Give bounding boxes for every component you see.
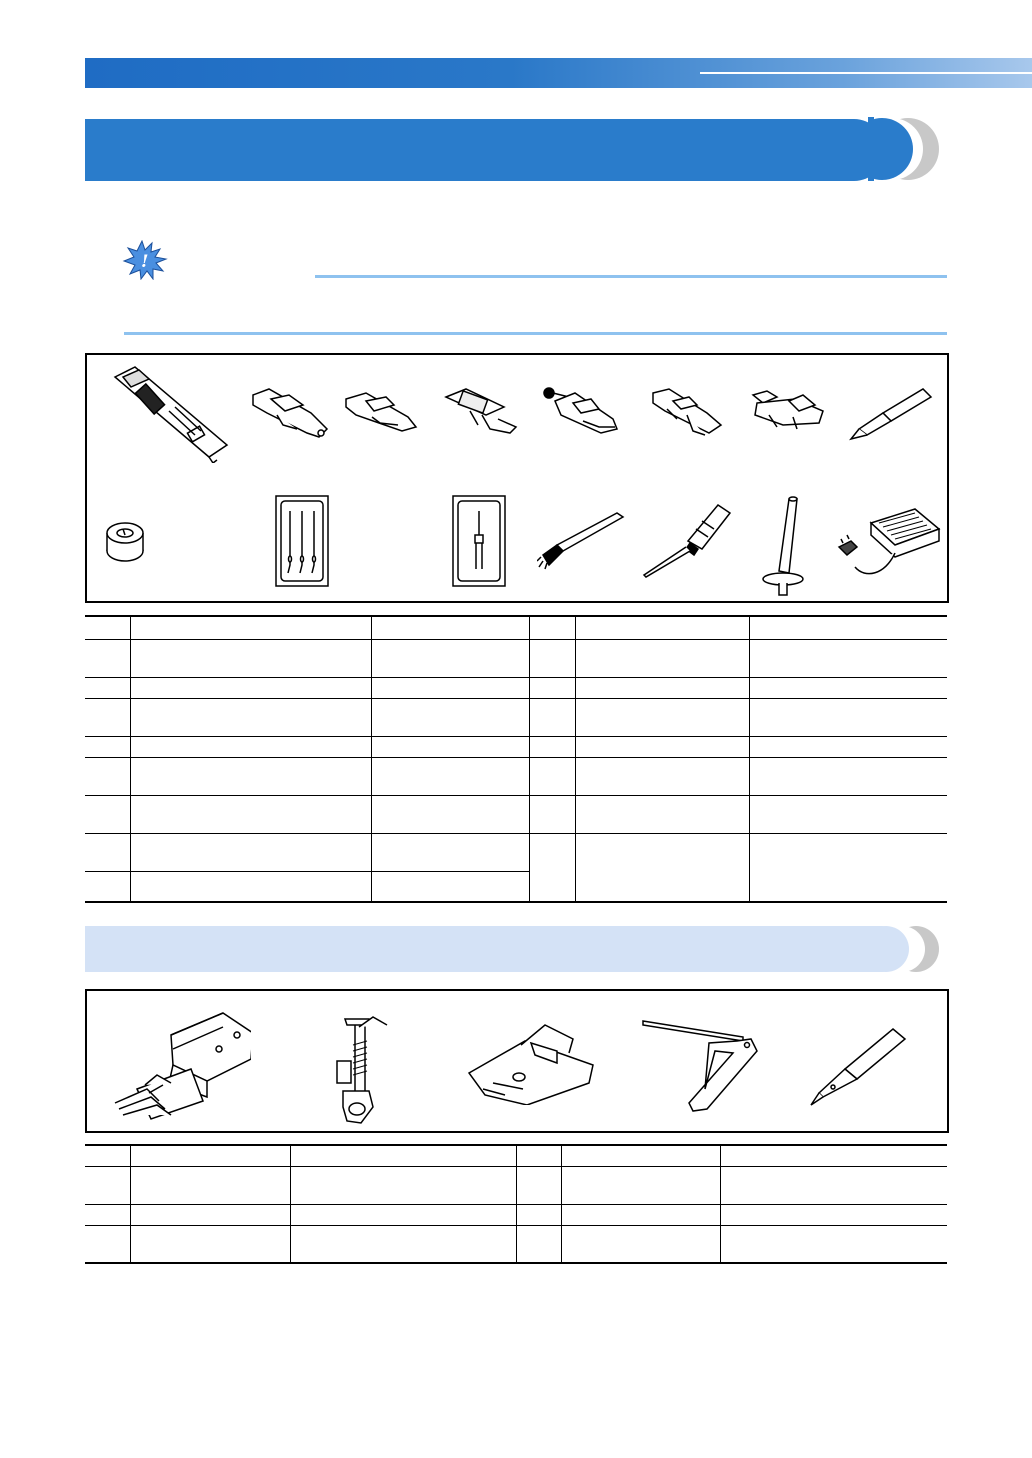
table-header-row bbox=[85, 1145, 947, 1166]
eyelet-punch-icon bbox=[807, 1023, 911, 1107]
header-band-rule bbox=[700, 72, 1032, 74]
piecing-foot-icon bbox=[465, 1021, 595, 1105]
table-row bbox=[85, 677, 947, 698]
table-row bbox=[85, 833, 947, 871]
button-fitting-foot-icon bbox=[747, 385, 827, 433]
section-heading-bar bbox=[85, 119, 885, 181]
included-accessories-table bbox=[85, 615, 947, 903]
twin-needle-icon bbox=[452, 495, 506, 587]
buttonhole-foot-icon bbox=[109, 363, 229, 463]
overcasting-foot-icon bbox=[249, 385, 331, 443]
svg-text:!: ! bbox=[141, 252, 149, 272]
note-starburst-icon bbox=[122, 240, 168, 280]
included-accessories-panel bbox=[85, 353, 949, 603]
optional-accessories-panel bbox=[85, 989, 949, 1133]
table-row bbox=[85, 795, 947, 833]
note-bottom-rule bbox=[124, 332, 947, 335]
table-row bbox=[85, 1225, 947, 1263]
needle-set-icon bbox=[275, 495, 329, 587]
screwdriver-icon bbox=[642, 501, 734, 581]
seam-ripper-icon bbox=[847, 385, 937, 443]
table-row bbox=[85, 757, 947, 795]
quilting-foot-icon bbox=[323, 1011, 393, 1129]
monogramming-foot-icon bbox=[342, 387, 422, 435]
foot-controller-icon bbox=[835, 505, 941, 585]
table-row bbox=[85, 1204, 947, 1225]
bobbin-icon bbox=[103, 517, 147, 567]
table-row bbox=[85, 698, 947, 736]
optional-accessories-table bbox=[85, 1144, 947, 1264]
optional-accessories-heading bbox=[85, 926, 905, 972]
cleaning-brush-icon bbox=[537, 511, 627, 571]
table-row bbox=[85, 639, 947, 677]
table-row bbox=[85, 1166, 947, 1204]
sub-heading-cap-decoration bbox=[880, 925, 942, 973]
walking-foot-icon bbox=[111, 1005, 251, 1123]
zipper-foot-icon bbox=[442, 385, 522, 439]
quilting-guide-icon bbox=[639, 1013, 769, 1113]
blind-stitch-foot-icon bbox=[647, 385, 727, 441]
table-row bbox=[85, 736, 947, 757]
note-top-rule bbox=[315, 275, 947, 278]
table-header-row bbox=[85, 616, 947, 639]
heading-cap-decoration bbox=[868, 117, 940, 181]
zigzag-foot-icon bbox=[539, 383, 623, 439]
spool-pin-icon bbox=[753, 493, 811, 603]
